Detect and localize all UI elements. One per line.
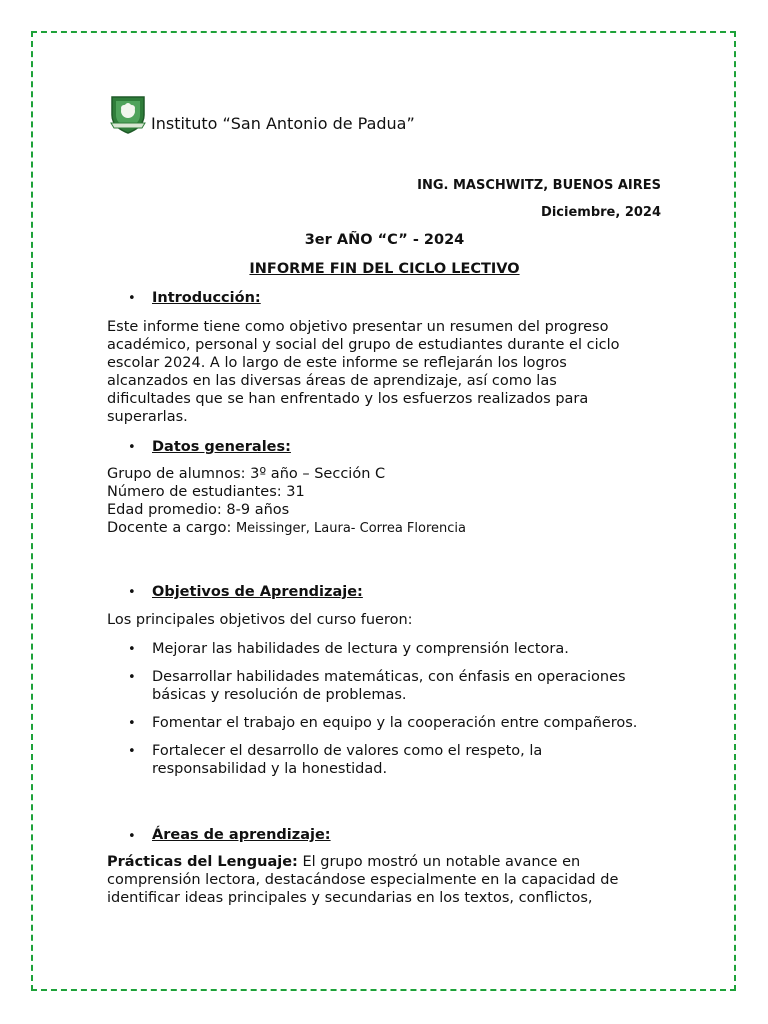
areas-heading: Áreas de aprendizaje: <box>152 827 331 843</box>
course-title: 3er AÑO “C” - 2024 <box>304 232 465 248</box>
institute-header <box>107 93 415 135</box>
teacher-label: Docente a cargo: <box>107 520 232 536</box>
bullet-icon: • <box>128 829 136 844</box>
intro-line: académico, personal y social del grupo de estudiantes durante el ciclo <box>107 337 620 353</box>
areas-text: El grupo mostró un notable avance en <box>297 854 581 870</box>
intro-line: superarlas. <box>107 409 188 425</box>
report-date: Diciembre, 2024 <box>541 205 661 220</box>
intro-line: Este informe tiene como objetivo presentar un resumen del progreso <box>107 319 609 335</box>
intro-heading: Introducción: <box>152 290 261 306</box>
bullet-icon: • <box>128 716 136 731</box>
location: ING. MASCHWITZ, BUENOS AIRES <box>417 178 661 193</box>
objectives-intro: Los principales objetivos del curso fueron: <box>107 612 413 628</box>
school-crest-icon <box>107 93 149 135</box>
objective-item-cont: responsabilidad y la honestidad. <box>152 761 388 777</box>
areas-line: identificar ideas principales y secundarias en los textos, conflictos, <box>107 890 593 906</box>
group-info: Grupo de alumnos: 3º año – Sección C <box>107 466 386 482</box>
student-count: Número de estudiantes: 31 <box>107 484 305 500</box>
areas-line: comprensión lectora, destacándose especialmente en la capacidad de <box>107 872 619 888</box>
objective-item: Fortalecer el desarrollo de valores como el respeto, la <box>152 743 543 759</box>
objectives-heading: Objetivos de Aprendizaje: <box>152 584 363 600</box>
objective-item: Mejorar las habilidades de lectura y comprensión lectora. <box>152 641 569 657</box>
bullet-icon: • <box>128 440 136 455</box>
areas-line <box>107 853 662 871</box>
average-age: Edad promedio: 8-9 años <box>107 502 290 518</box>
bullet-icon: • <box>128 585 136 600</box>
general-heading: Datos generales: <box>152 439 291 455</box>
institute-name: Instituto “San Antonio de Padua” <box>151 114 415 133</box>
objective-item: Fomentar el trabajo en equipo y la cooperación entre compañeros. <box>152 715 638 731</box>
bullet-icon: • <box>128 642 136 657</box>
teacher-names: Meissinger, Laura- Correa Florencia <box>235 521 467 536</box>
bullet-icon: • <box>128 291 136 306</box>
intro-line: escolar 2024. A lo largo de este informe se reflejarán los logros <box>107 355 567 371</box>
intro-line: dificultades que se han enfrentado y los esfuerzos realizados para <box>107 391 589 407</box>
objective-item-cont: básicas y resolución de problemas. <box>152 687 407 703</box>
bullet-icon: • <box>128 744 136 759</box>
teacher-info <box>107 519 662 538</box>
bullet-icon: • <box>128 670 136 685</box>
objective-item: Desarrollar habilidades matemáticas, con énfasis en operaciones <box>152 669 626 685</box>
report-title: INFORME FIN DEL CICLO LECTIVO <box>249 261 520 277</box>
subject-label: Prácticas del Lenguaje: <box>107 854 298 870</box>
intro-line: alcanzados en las diversas áreas de aprendizaje, así como las <box>107 373 557 389</box>
